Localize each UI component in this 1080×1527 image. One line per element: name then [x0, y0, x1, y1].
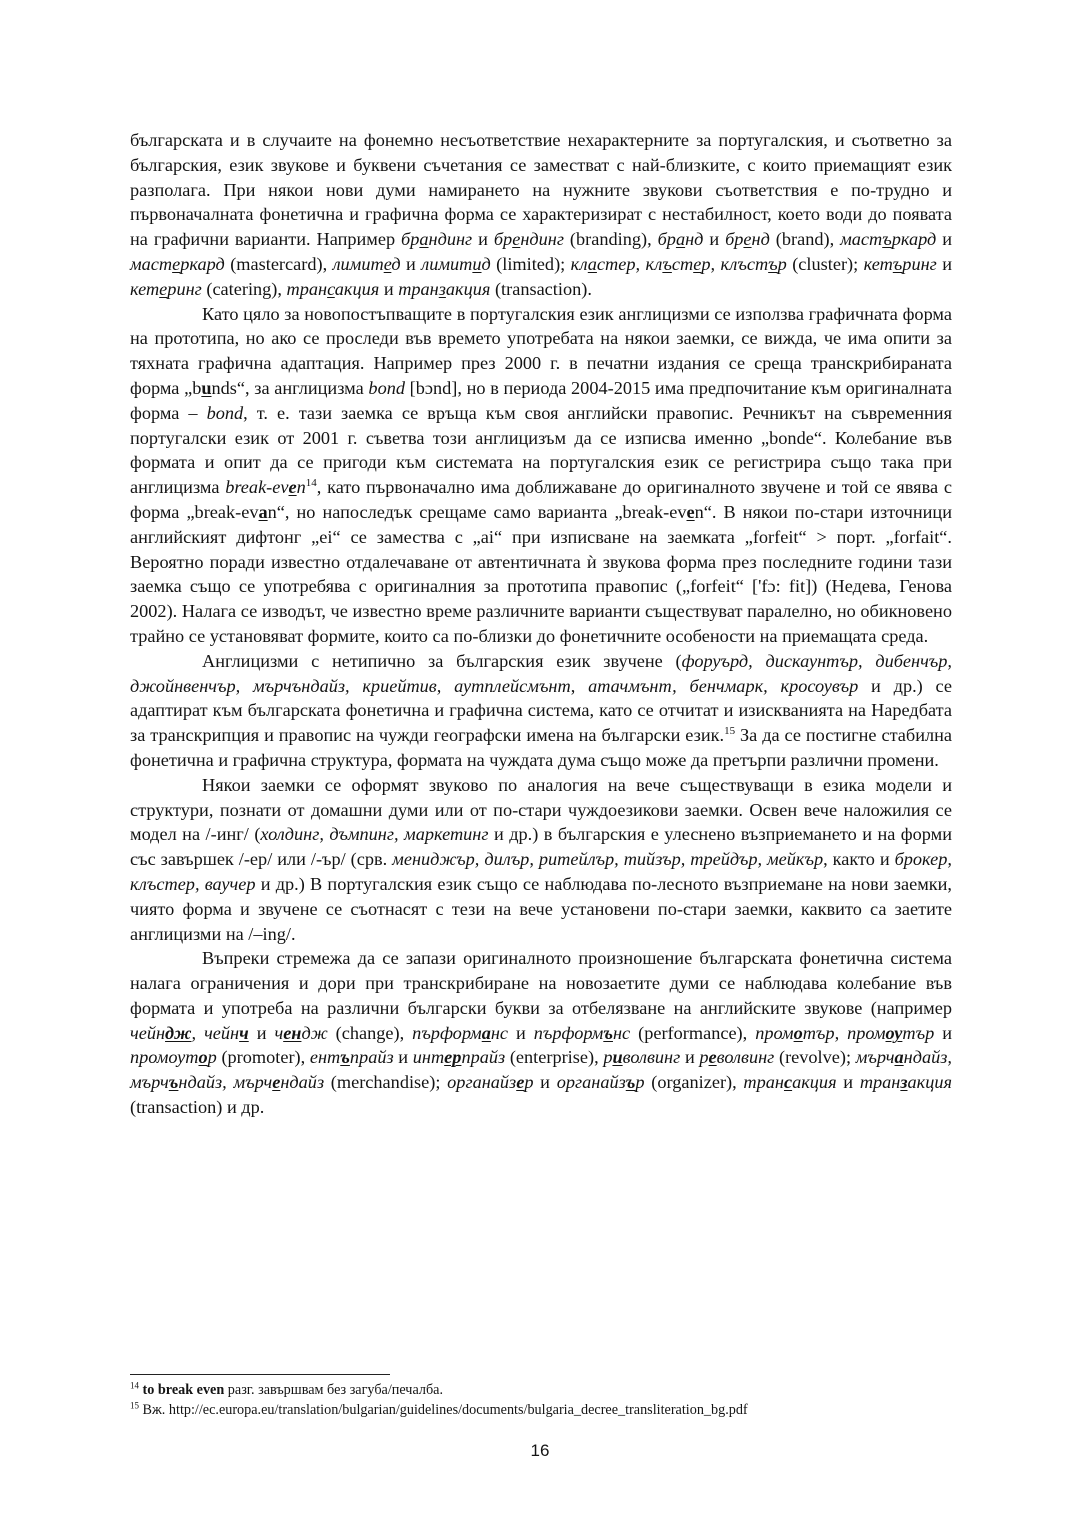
paragraph: Като цяло за новопостъпващите в португалския език англицизми се използва графичната форма на прототипа, но ако се проследи във времето употребата на някои заемки, се вижда, че има опити за тяхната графична адаптация. Например през 2000 г. в печатни издания се среща транскрибираната форма „bunds“, за англицизма bond [bɔnd], но в периода 2004-2015 има предпочитание към оригиналната форма – bond, т. е. тази заемка се връща към своя английски правопис. Речникът на съвременния португалски език от 2001 г. съветва този англицизъм да се изписва именно „bonde“. Колебание във формата и опит да се пригоди към системата на португалския език се регистрира също така при англицизма break-even$^{14}$, като първоначално има доближаване до оригиналното звучене и той се явява с форма „break-evan“, но напоследък срещаме само варианта „break-even“. В някои по-стари източници английският дифтонг „ei“ се замества с „ai“ при изписване на заемката „forfeit“ > порт. „forfait“. Вероятно поради известно отдалечаване от автентичната ѝ звукова форма през последните години тази заемка също се употребява с оригиналния за прототипа правопис („forfeit“ ['fɔ: fit]) (Недева, Генова 2002). Налага се изводът, че известно време различните варианти съществуват паралелно, но обикновено трайно се установяват формите, които са по-близки до фонетичните особености на приемащата среда.	[130, 303, 953, 646]
page-number: 16	[530, 1441, 550, 1460]
footnote-number: 15	[130, 1400, 139, 1411]
paragraph: българската и в случаите на фонемно несъответствие нехарактерните за португалския, и съответно за българския, език звукове и буквени съчетания се заместват с най-близките, с които приемащият език разполага. При някои нови думи намирането на нужните звукови съответствия е по-трудно и първоначалната фонетична и графична форма се характеризират с нестабилност, което води до появата на графични варианти. Например брандинг и брендинг (branding), бранд и бренд (brand), мастъркард и мастеркард (mastercard), лимитед и лимитид (limited); кластер, клъстер, клъстър (cluster); кетъринг и кетеринг (catering), трансакция и транзакция (transaction).	[130, 130, 952, 299]
paragraph: Въпреки стремежа да се запази оригиналното произношение българската фонетична система налага ограничения и дори при транскрибиране на новозаетите думи се наблюдава колебание във формата и употреба на различни български букви за отбелязване на английските звукове (например чейндж, чейнч и чендж (change), пърформанс и пърформънс (performance), промотър, промоутър и промоутор (promoter), ентъпрайз и интерпрайз (enterprise), риволвинг и револвинг (revolve); мърчандайз, мърчъндайз, мърчендайз (merchandise); органайзер и органайзър (organizer), трансакция и транзакция (transaction) и др.	[130, 948, 952, 1118]
footnote-text: Вж. http://ec.europa.eu/translation/bulgarian/guidelines/documents/bulgaria_decree_transliteration_bg.pdf	[139, 1402, 748, 1418]
paragraph: Някои заемки се оформят звуково по аналогия на вече съществуващи в езика модели и структури, познати от домашни думи или от по-стари чуждоезикови заемки. Освен вече наложилия се модел на /-инг/ (холдинг, дъмпинг, маркетинг и др.) в българския е улеснено възприемането и на форми със завършек /-ер/ или /-ър/ (срв. мениджър, дилър, ритейлър, тийзър, трейдър, мейкър, както и брокер, клъстер, ваучер и др.) В португалския език също се наблюдава по-лесното възприемане на нови заемки, чиято форма и звучене се съотнасят с тези на вече установени по-стари заемки, каквито са заетите англицизми на /–ing/.	[130, 774, 953, 944]
footnote-number: 14	[130, 1380, 139, 1391]
footnotes	[130, 1380, 960, 1420]
body-text	[130, 128, 952, 1120]
footnote	[130, 1380, 960, 1400]
footnote-separator	[130, 1374, 390, 1375]
footnote-text: to break even разг. завършвам без загуба/печалба.	[142, 1382, 444, 1398]
footnote	[130, 1400, 960, 1420]
paragraph: Англицизми с нетипично за българския език звучене (форуърд, дискаунтър, дибенчър, джойнвенчър, мърчъндайз, криейтив, аутплейсмънт, атачмънт, бенчмарк, кросоувър и др.) се адаптират към българската фонетична и графична система, като се отчитат и изискванията на Наредбата за транскрипция и правопис на чужди географски имена на български език.$^{15}$ За да се постигне стабилна фонетична и графична структура, формата на чуждата дума също може да претърпи различни промени.	[130, 650, 953, 770]
